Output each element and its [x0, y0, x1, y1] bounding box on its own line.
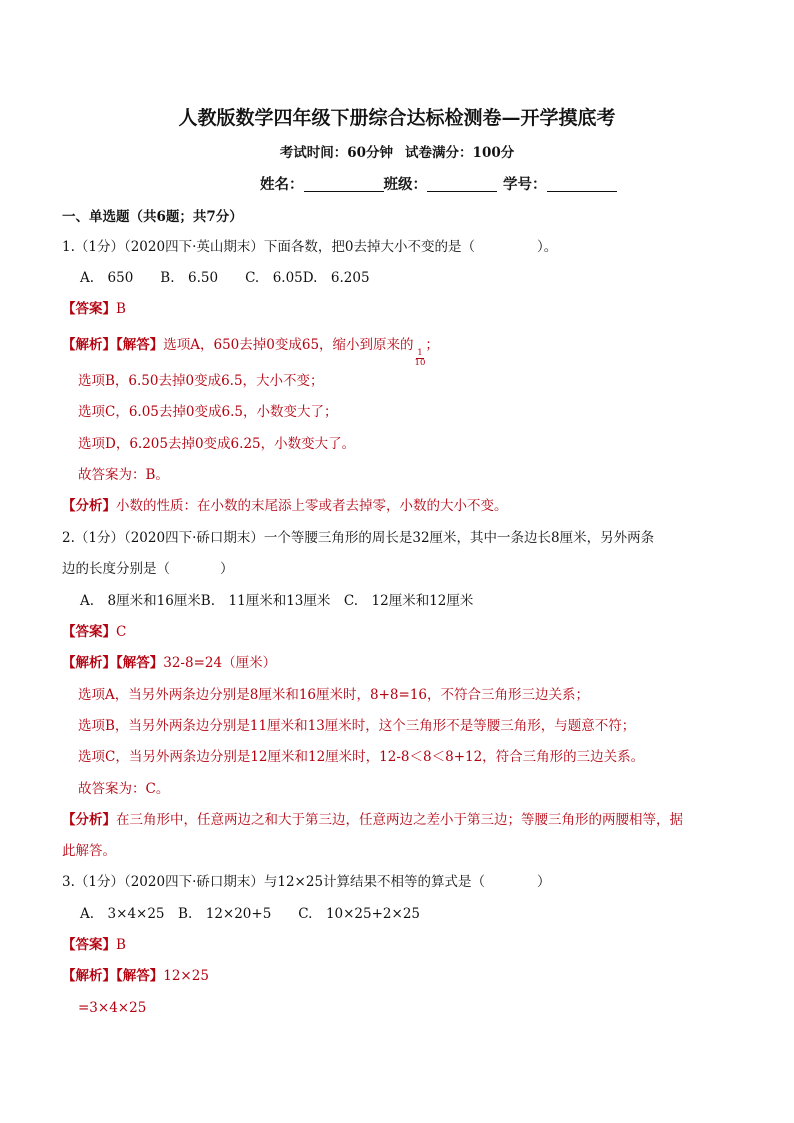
q1-conclusion: 故答案为：B。	[78, 467, 169, 483]
q3-analysis-1: =3×4×25	[78, 1000, 147, 1016]
q1-analysis-2: 选项B，6.50去掉0变成6.5，大小不变；	[78, 373, 324, 389]
q2-analysis-0: 【解析】【解答】32-8=24（厘米）	[62, 655, 277, 671]
exam-time: 考试时间：60分钟	[279, 145, 394, 161]
section-title: 一、单选题（共6题；共7分）	[62, 209, 243, 225]
class-label: 班级：	[383, 176, 427, 193]
q3-answer: 【答案】B	[62, 937, 126, 953]
q2-analysis-1: 选项A，当另外两条边分别是8厘米和16厘米时，8+8=16，不符合三角形三边关系；	[78, 687, 589, 703]
q2-analysis-3: 选项C，当另外两条边分别是12厘米和12厘米时，12-8＜8＜8+12，符合三角形的三边关系。	[78, 749, 645, 765]
full-score: 试卷满分：100分	[405, 145, 515, 161]
student-info	[260, 175, 617, 194]
q1-stem: 1.（1分）（2020四下·英山期末）下面各数，把0去掉大小不变的是（ ）。	[62, 239, 558, 255]
q3-options: A. 3×4×25 B. 12×20+5 C. 10×25+2×25	[80, 906, 420, 922]
q1-analysis-1: 【解析】【解答】选项A，650去掉0变成65，缩小到原来的 $\frac{1}{10}$ ；	[62, 337, 439, 368]
fraction: $\frac{1}{10}$	[414, 348, 426, 368]
q2-analysis-2: 选项B，当另外两条边分别是11厘米和13厘米时，这个三角形不是等腰三角形，与题意不符；	[78, 718, 636, 734]
q1-answer: 【答案】B	[62, 301, 126, 317]
q2-options: A. 8厘米和16厘米B. 11厘米和13厘米 C. 12厘米和12厘米	[80, 593, 474, 609]
q1-analysis-3: 选项C，6.05去掉0变成6.5，小数变大了；	[78, 404, 338, 420]
q2-answer: 【答案】C	[62, 624, 127, 640]
name-blank[interactable]	[304, 175, 384, 192]
q2-stem-2: 边的长度分别是（ ）	[62, 561, 234, 577]
class-blank[interactable]	[427, 175, 497, 192]
q1-options: A. 650 B. 6.50 C. 6.05D. 6.205	[80, 270, 370, 286]
page-title: 人教版数学四年级下册综合达标检测卷—开学摸底考	[178, 107, 616, 129]
q1-analysis-4: 选项D，6.205去掉0变成6.25，小数变大了。	[78, 436, 356, 452]
q3-analysis-0: 【解析】【解答】12×25	[62, 968, 209, 984]
exam-meta	[0, 144, 794, 162]
q2-stem-1: 2.（1分）（2020四下·硚口期末）一个等腰三角形的周长是32厘米，其中一条边长8厘米，另外两条	[62, 530, 655, 546]
id-blank[interactable]	[547, 175, 617, 192]
q2-fenxi-1: 【分析】在三角形中，任意两边之和大于第三边，任意两边之差小于第三边；等腰三角形的两腰相等，据	[62, 812, 683, 828]
q2-conclusion: 故答案为：C。	[78, 781, 170, 797]
q3-stem: 3.（1分）（2020四下·硚口期末）与12×25计算结果不相等的算式是（ ）	[62, 874, 551, 890]
id-label: 学号：	[503, 176, 547, 193]
q2-fenxi-2: 此解答。	[62, 843, 116, 859]
name-label: 姓名：	[260, 176, 304, 193]
q1-fenxi: 【分析】小数的性质：在小数的末尾添上零或者去掉零，小数的大小不变。	[62, 498, 508, 514]
